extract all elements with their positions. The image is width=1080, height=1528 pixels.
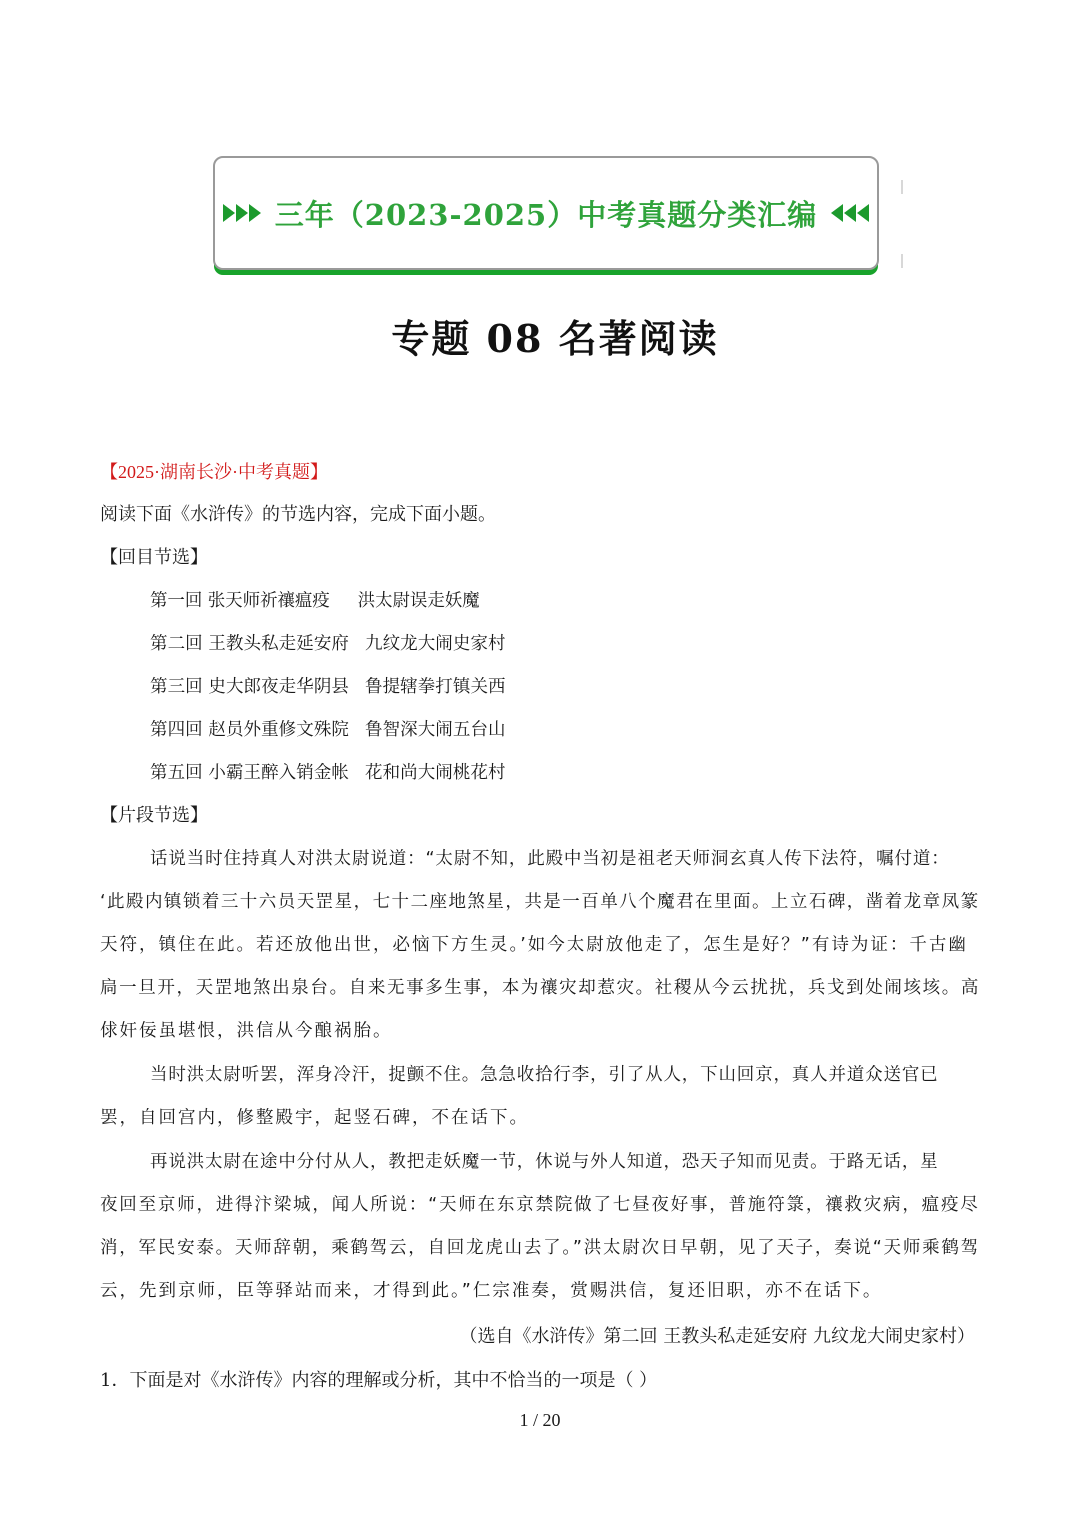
excerpt-line: 夜回至京师，进得汴梁城，闻人所说：“天师在东京禁院做了七昼夜好事，普施符箓，禳救灾病，瘟疫尽 [100, 1195, 980, 1215]
excerpt-line: 消，军民安泰。天师辞朝，乘鹤驾云，自回龙虎山去了。”洪太尉次日早朝，见了天子，奏说“天师乘鹤驾 [100, 1238, 980, 1258]
banner-title: 三年（2023-2025）中考真题分类汇编 [274, 197, 818, 232]
page-title: 专题 08 名著阅读 [391, 316, 719, 361]
chapter-title-left: 赵员外重修文殊院 [208, 720, 349, 740]
chapter-title-left: 史大郎夜走华阴县 [208, 677, 349, 697]
left-arrows-icon [831, 204, 869, 222]
excerpt-line: 云，先到京师，臣等驿站而来，才得到此。”仁宗准奏，赏赐洪信，复还旧职，亦不在话下。 [100, 1281, 883, 1301]
chapter-row [150, 675, 1030, 699]
chapter-title-right: 九纹龙大闹史家村 [365, 634, 506, 654]
chapter-title-right: 鲁智深大闹五台山 [365, 720, 506, 740]
chapter-row [150, 589, 1030, 613]
banner-edge-mark [901, 180, 903, 194]
section-heading-excerpt: 【片段节选】 [100, 805, 208, 826]
source-tag: 【2025·湖南长沙·中考真题】 [100, 462, 328, 482]
excerpt-line: 话说当时住持真人对洪太尉说道：“太尉不知，此殿中当初是祖老天师洞玄真人传下法符，嘱付道： [150, 849, 950, 869]
chapter-row [150, 761, 1030, 785]
banner-edge-mark [901, 254, 903, 268]
excerpt-citation: （选自《水浒传》第二回 王教头私走延安府 九纹龙大闹史家村） [459, 1326, 975, 1347]
instruction: 阅读下面《水浒传》的节选内容，完成下面小题。 [100, 504, 496, 525]
chapter-number: 第四回 [150, 720, 203, 740]
excerpt-line: 俅奸佞虽堪恨，洪信从今酿祸胎。 [100, 1021, 393, 1041]
page-number: 1 / 20 [519, 1410, 561, 1430]
chapter-title-right: 花和尚大闹桃花村 [365, 763, 506, 783]
series-banner [213, 156, 879, 270]
chapter-title-right: 洪太尉误走妖魔 [357, 591, 480, 611]
excerpt-line: ‘此殿内镇锁着三十六员天罡星，七十二座地煞星，共是一百单八个魔君在里面。上立石碑，凿着龙章凤篆 [100, 892, 980, 912]
chapter-title-right: 鲁提辖拳打镇关西 [365, 677, 506, 697]
chapter-title-left: 小霸王醉入销金帐 [208, 763, 349, 783]
right-arrows-icon [223, 204, 261, 222]
chapter-number: 第三回 [150, 677, 203, 697]
chapter-title-left: 王教头私走延安府 [208, 634, 349, 654]
chapter-title-left: 张天师祈禳瘟疫 [207, 591, 330, 611]
chapter-number: 第二回 [150, 634, 203, 654]
excerpt-line: 当时洪太尉听罢，浑身冷汗，捉颤不住。急急收拾行李，引了从人，下山回京，真人并道众送官已 [150, 1065, 939, 1085]
excerpt-line: 天符，镇住在此。若还放他出世，必恼下方生灵。’如今太尉放他走了，怎生是好？”有诗为证：千古幽 [100, 935, 968, 955]
chapter-number: 第一回 [150, 591, 203, 611]
chapter-row [150, 718, 1030, 742]
chapter-row [150, 632, 1030, 656]
excerpt-line: 再说洪太尉在途中分付从人，教把走妖魔一节，休说与外人知道，恐天子知而见责。于路无话，星 [150, 1152, 939, 1172]
question-1: 1．下面是对《水浒传》内容的理解或分析，其中不恰当的一项是（ ） [100, 1370, 658, 1391]
chapter-number: 第五回 [150, 763, 203, 783]
excerpt-line: 扃一旦开，天罡地煞出泉台。自来无事多生事，本为禳灾却惹灾。社稷从今云扰扰，兵戈到处闹垓垓。高 [100, 978, 980, 998]
excerpt-line: 罢，自回宫内，修整殿宇，起竖石碑，不在话下。 [100, 1108, 529, 1128]
section-heading-chapters: 【回目节选】 [100, 547, 208, 568]
